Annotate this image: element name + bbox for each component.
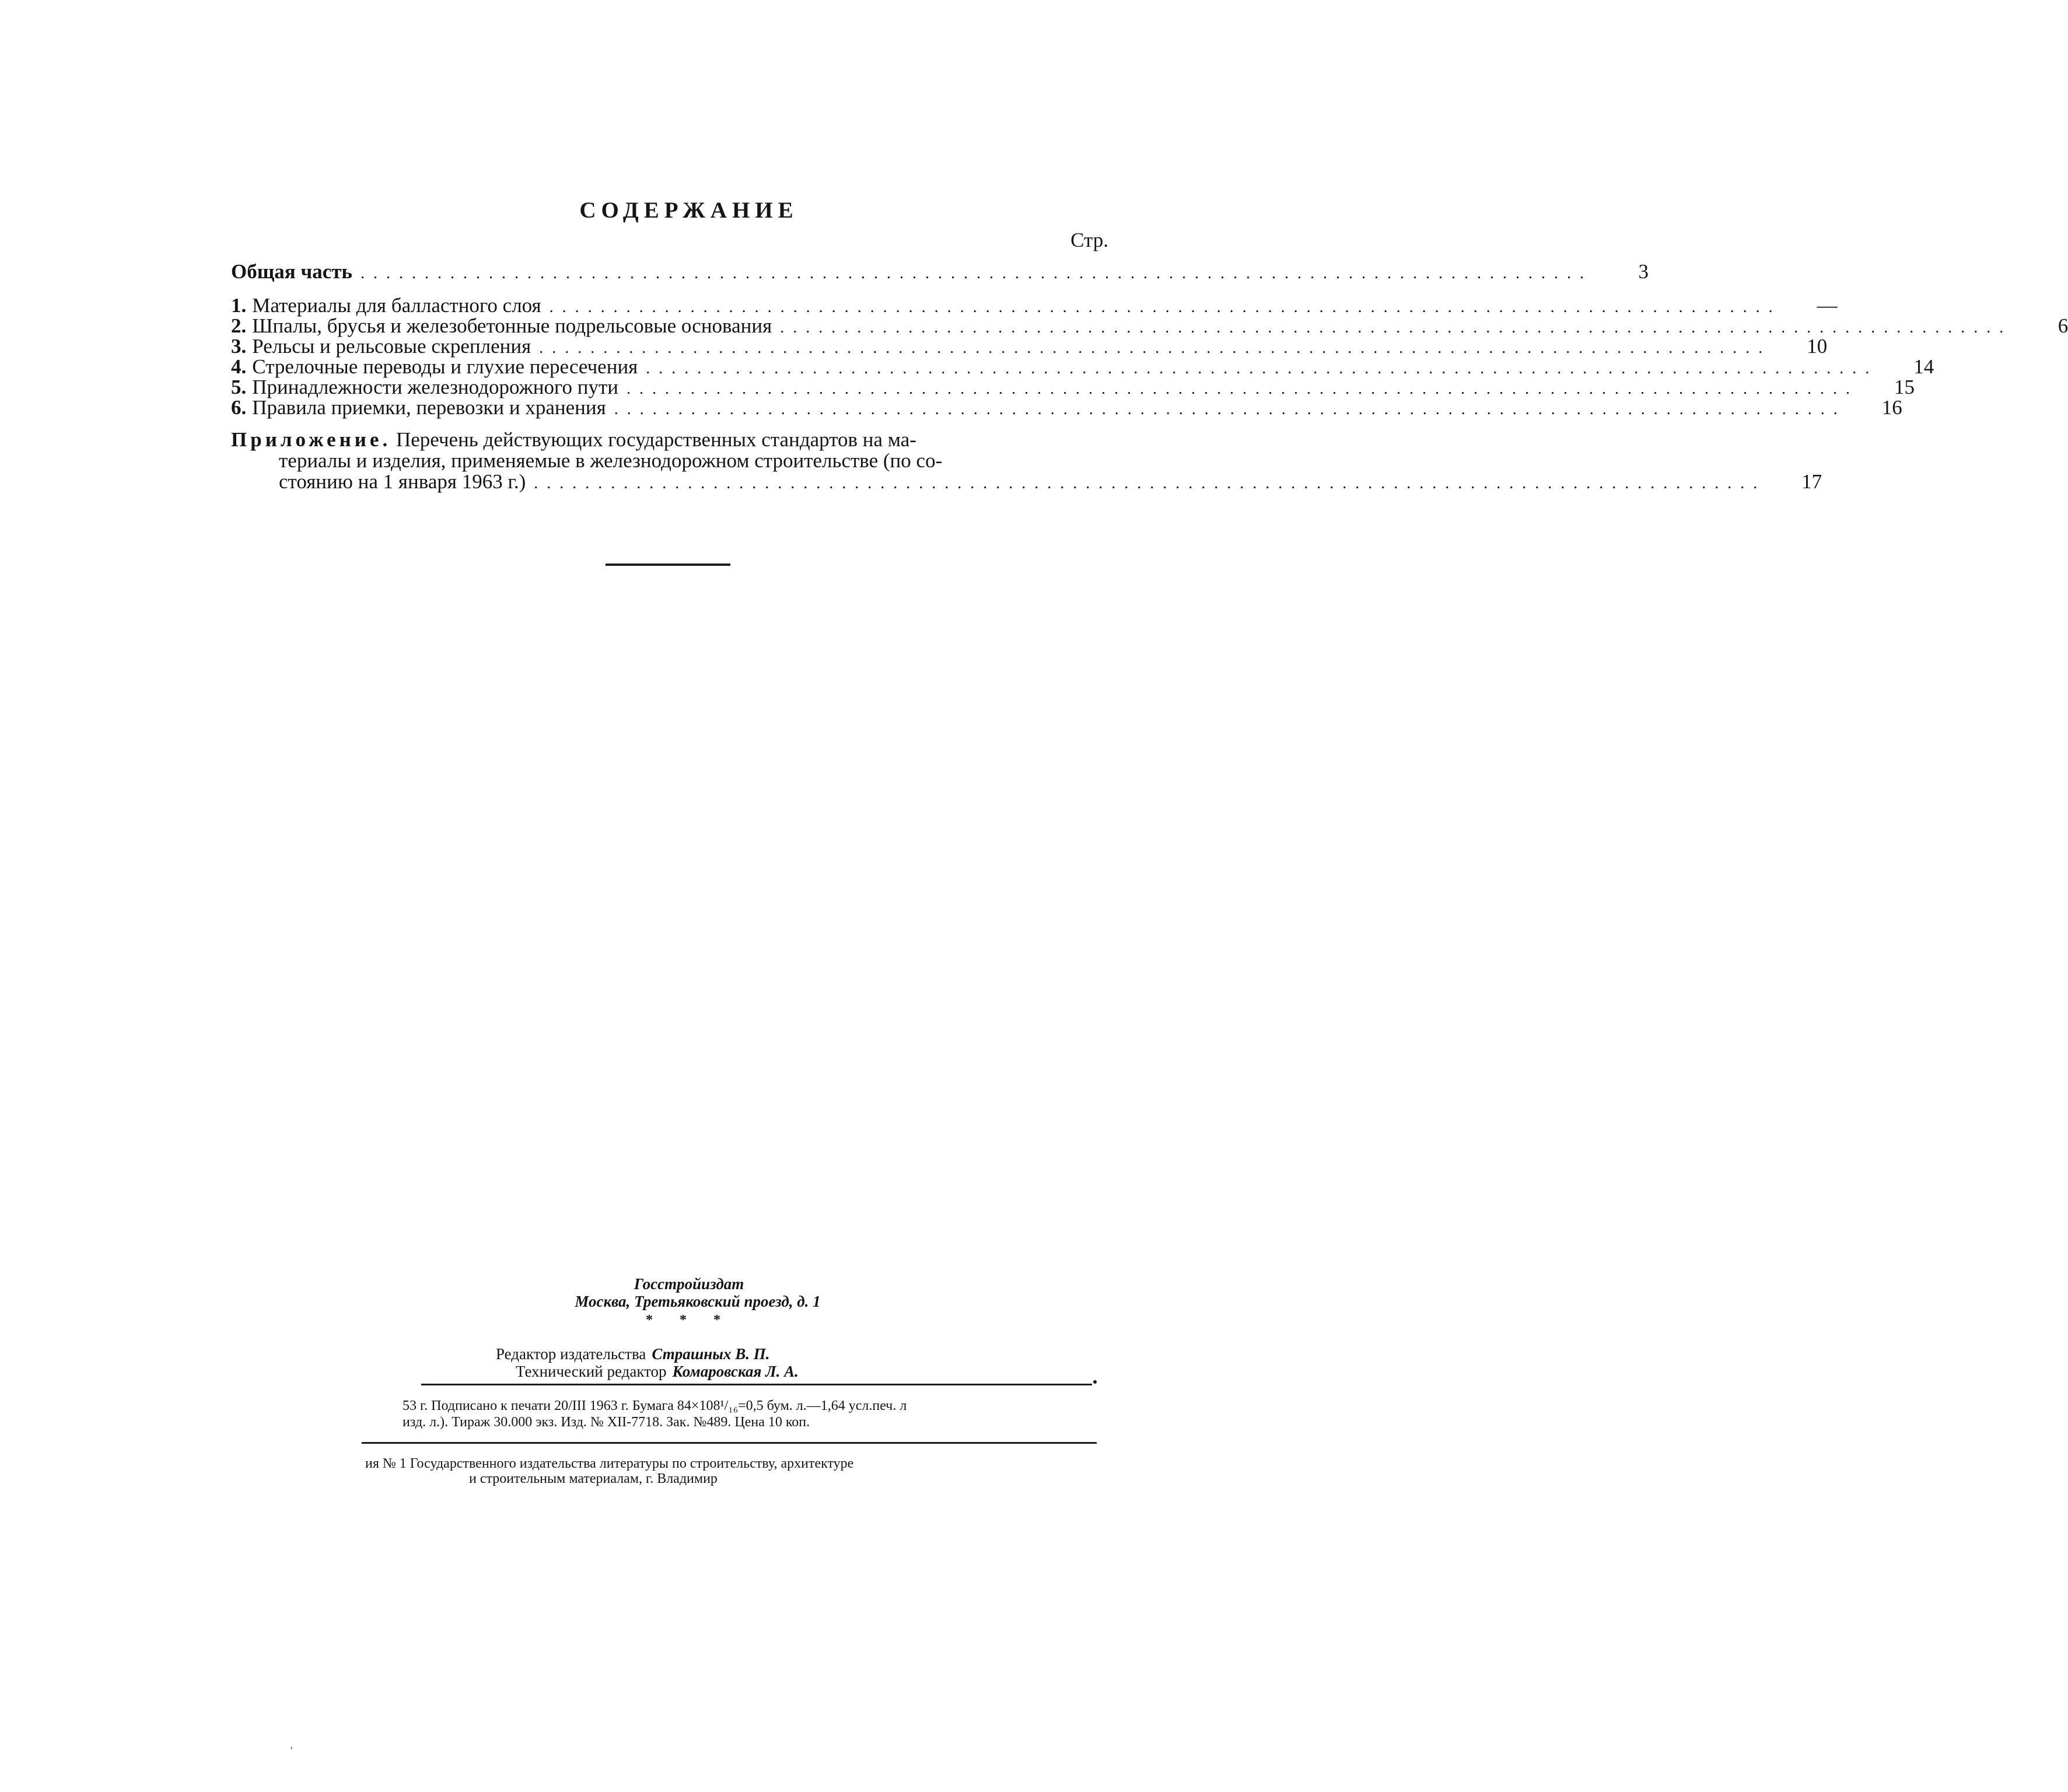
toc-entry-number: 3. (231, 335, 247, 358)
appendix-page: 17 (1801, 470, 1822, 493)
dot-leader: ................................................................................................ (646, 359, 1878, 377)
toc-entry-page: 14 (1913, 355, 1934, 378)
appendix-label: Приложение. (231, 428, 391, 451)
dot-leader: ................................................................................................ (539, 339, 1772, 357)
publisher-block (0, 1275, 1378, 1310)
toc-entry-appendix (231, 429, 1033, 471)
editors-block (496, 1345, 799, 1380)
toc-entry-number: 6. (231, 396, 247, 419)
tech-editor-line (496, 1363, 799, 1380)
section-divider (606, 564, 730, 566)
tech-editor-role: Технический редактор (516, 1363, 667, 1380)
toc-entry-label: Правила приемки, перевозки и хранения (252, 396, 606, 419)
toc-entry-label: Стрелочные переводы и глухие пересечения (252, 355, 638, 378)
dot-leader: ................................................................................................ (549, 298, 1782, 316)
editor-line (496, 1345, 799, 1363)
toc-entry-label: Материалы для балластного слоя (252, 294, 541, 317)
toc-title: СОДЕРЖАНИЕ (579, 198, 799, 223)
appendix-text-2: териалы и изделия, применяемые в железнодорожном строительстве (по со- (279, 449, 943, 472)
scan-speck: ' (291, 1745, 293, 1756)
asterism: * * * (646, 1312, 732, 1328)
publisher-address: Москва, Третьяковский проезд, д. 1 (575, 1293, 821, 1310)
toc-entry-page: — (1817, 294, 1838, 317)
printer-line-2: и строительным материалам, г. Владимир (469, 1471, 718, 1486)
toc-entry-section-6 (231, 396, 1902, 420)
appendix-first-line (231, 429, 1033, 450)
toc-entry-general (231, 260, 1649, 284)
editor-name: Страшных В. П. (652, 1345, 770, 1363)
rule-end-dot (1093, 1380, 1097, 1384)
dot-leader: ................................................................................................ (627, 380, 1859, 398)
toc-entry-page: 16 (1881, 396, 1902, 419)
appendix-last-line (279, 470, 1822, 494)
imprint-line-2: изд. л.). Тираж 30.000 экз. Изд. № XII-7718. Зак. №489. Цена 10 коп. (403, 1415, 810, 1430)
appendix-text-3: стоянию на 1 января 1963 г.) (279, 470, 526, 493)
dot-leader: ................................................................................................ (614, 400, 1846, 418)
dot-leader: ................................................................................................ (360, 264, 1593, 282)
imprint-block (403, 1398, 1108, 1430)
imprint-line-1: 53 г. Подписано к печати 20/III 1963 г. Бумага 84×108¹/₁₆=0,5 бум. л.—1,64 усл.печ. л (403, 1398, 907, 1413)
toc-entry-page: 3 (1638, 260, 1649, 283)
toc-entry-label: Принадлежности железнодорожного пути (252, 376, 618, 398)
toc-entry-label: Общая часть (231, 260, 352, 283)
toc-entry-number: 1. (231, 294, 247, 317)
toc-entry-number: 4. (231, 355, 247, 378)
toc-entry-page: 10 (1807, 335, 1828, 358)
toc-entry-page: 15 (1894, 376, 1915, 398)
tech-editor-name: Комаровская Л. А. (672, 1363, 799, 1380)
imprint-bottom-rule (362, 1442, 1097, 1444)
toc-entry-page: 6 (2057, 314, 2068, 337)
printer-block (365, 1456, 853, 1486)
imprint-top-rule (421, 1384, 1092, 1385)
dot-leader: ................................................................................................ (780, 318, 2013, 337)
toc-entry-label: Шпалы, брусья и железобетонные подрельсовые основания (252, 314, 772, 337)
printer-line-1: ия № 1 Государственного издательства литературы по строительству, архитектуре (365, 1456, 854, 1471)
page-column-label: Стр. (1070, 229, 1108, 251)
appendix-text-1: Перечень действующих государственных стандартов на ма- (396, 428, 916, 451)
publisher-name: Госстройиздат (634, 1275, 744, 1293)
editor-role: Редактор издательства (496, 1345, 646, 1363)
toc-entry-number: 2. (231, 314, 247, 337)
toc-entry-number: 5. (231, 376, 247, 398)
toc-entry-label: Рельсы и рельсовые скрепления (252, 335, 531, 358)
dot-leader: ................................................................................................ (534, 474, 1766, 492)
